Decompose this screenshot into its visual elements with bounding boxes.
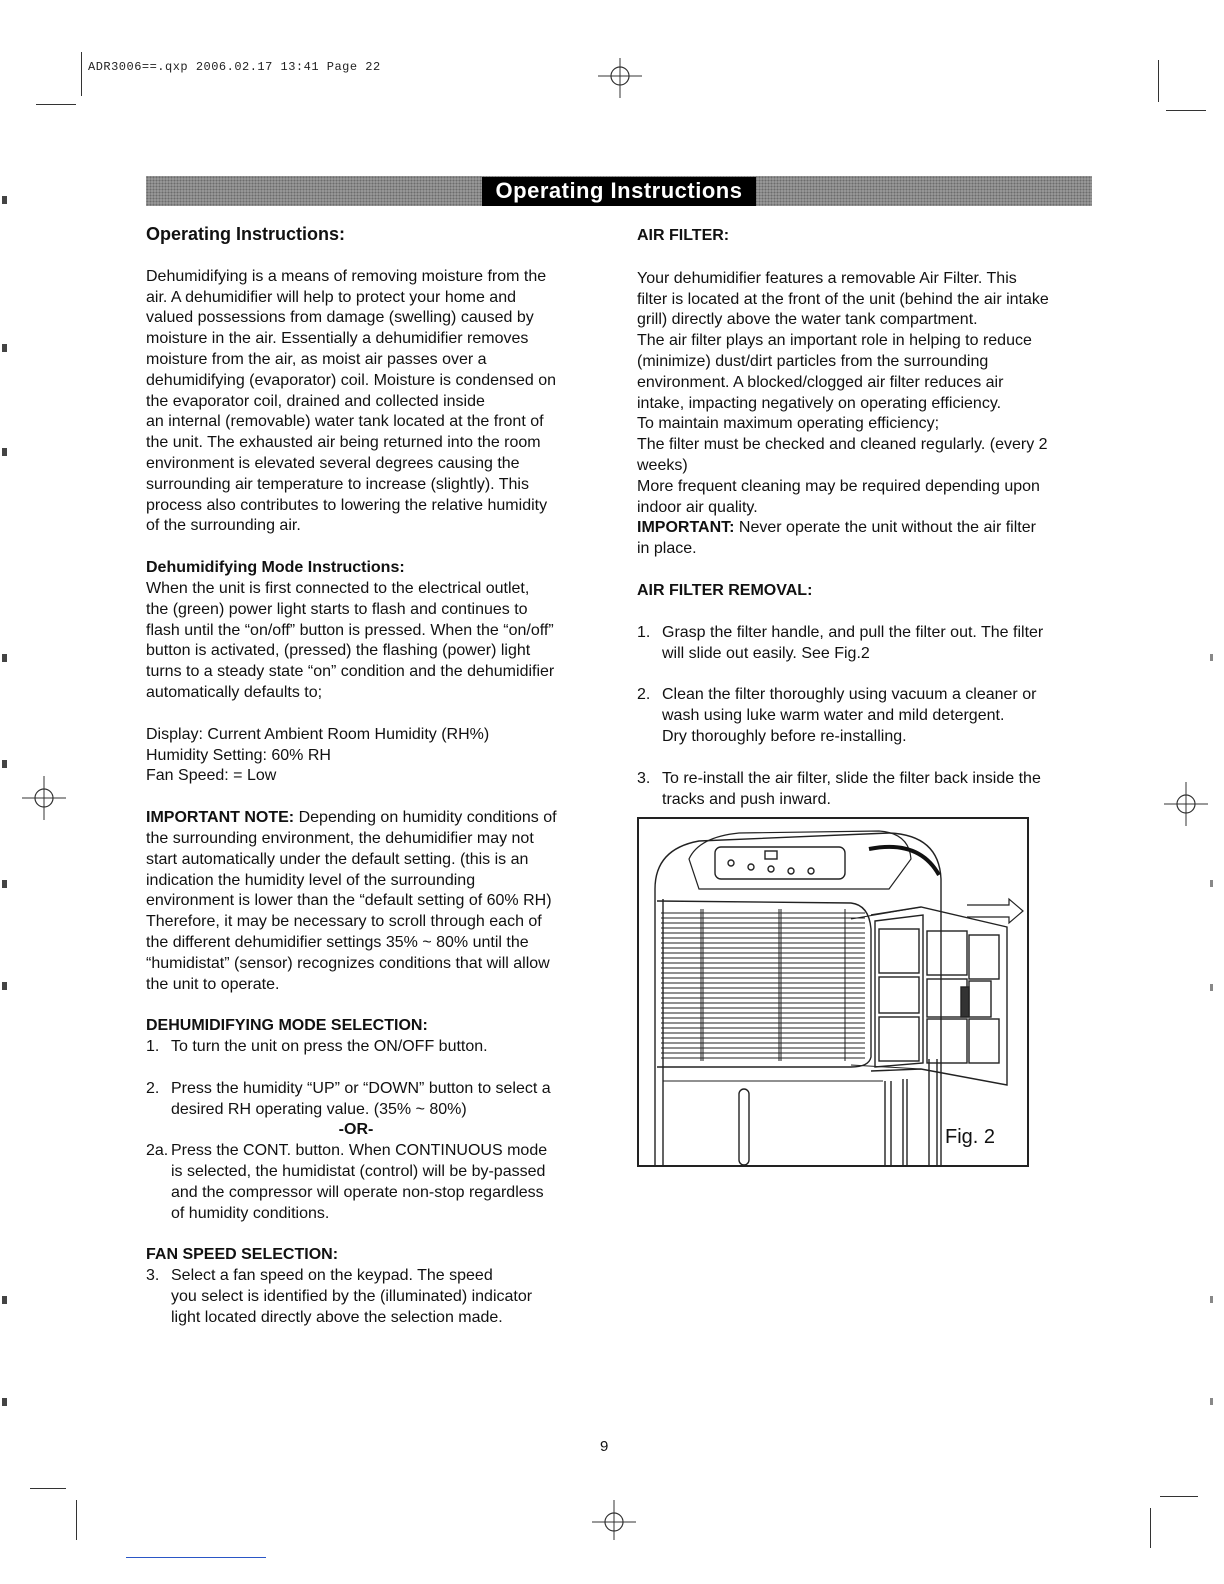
text-line: indication the humidity level of the surrounding: [146, 871, 476, 889]
step-2a: [146, 1141, 606, 1224]
scan-edge-mark: [2, 982, 7, 990]
air-filter-heading: AIR FILTER:: [637, 227, 730, 244]
text-line: light located directly above the selection made.: [171, 1308, 503, 1326]
step-text: [171, 1141, 606, 1224]
registration-mark-icon: [592, 1500, 636, 1544]
crop-mark: [76, 1500, 77, 1540]
scan-edge-mark: [1210, 1398, 1213, 1405]
page-number: 9: [600, 1438, 609, 1455]
text-line: The air filter plays an important role in helping to reduce: [637, 332, 1032, 350]
text-line: wash using luke warm water and mild detergent.: [662, 707, 1005, 725]
default-display: Display: Current Ambient Room Humidity (RH%): [146, 725, 490, 743]
text-line: in place.: [637, 540, 697, 558]
step-1: [146, 1037, 606, 1058]
crop-mark: [1160, 1496, 1198, 1497]
note-text: Depending on humidity conditions of: [294, 809, 557, 827]
important-text: Never operate the unit without the air filter: [734, 519, 1036, 537]
text-line: tracks and push inward.: [662, 790, 831, 808]
registration-mark-icon: [598, 54, 642, 98]
section-banner: [146, 176, 1092, 206]
or-separator: -OR-: [338, 1121, 374, 1139]
default-fan-speed: Fan Speed: = Low: [146, 767, 277, 785]
text-line: Select a fan speed on the keypad. The speed: [171, 1267, 493, 1285]
text-line: desired RH operating value. (35% ~ 80%): [171, 1100, 467, 1118]
text-line: Your dehumidifier features a removable Air Filter. This: [637, 269, 1017, 287]
scan-edge-mark: [2, 1296, 7, 1304]
step-text: [171, 1079, 606, 1121]
intro-paragraph: [146, 267, 606, 537]
text-line: To re-install the air filter, slide the filter back inside the: [662, 769, 1041, 787]
text-line: the unit to operate.: [146, 975, 280, 993]
important-label: IMPORTANT:: [637, 519, 735, 537]
text-line: will slide out easily. See Fig.2: [662, 644, 870, 662]
printer-slug: ADR3006==.qxp 2006.02.17 13:41 Page 22: [88, 60, 381, 74]
text-line: The filter must be checked and cleaned regularly. (every 2: [637, 436, 1048, 454]
step-number: 3.: [146, 1267, 160, 1285]
fan-speed-heading: FAN SPEED SELECTION:: [146, 1246, 339, 1264]
scan-edge-mark: [1210, 880, 1213, 887]
text-line: [146, 808, 606, 829]
text-line: (minimize) dust/dirt particles from the surrounding: [637, 352, 989, 370]
mode-paragraph: [146, 579, 606, 704]
step-3: [146, 1266, 606, 1328]
text-line: automatically defaults to;: [146, 683, 323, 701]
step-text: [662, 685, 1107, 747]
step-number: 1.: [146, 1038, 160, 1056]
step-text: [662, 769, 1107, 811]
text-line: and the compressor will operate non-stop regardless: [171, 1183, 544, 1201]
default-humidity: Humidity Setting: 60% RH: [146, 746, 331, 764]
scan-edge-mark: [1210, 1296, 1213, 1303]
registration-mark-icon: [22, 776, 66, 820]
crop-mark: [1166, 110, 1206, 111]
step-number: 2.: [146, 1079, 160, 1097]
text-line: dehumidifying (evaporator) coil. Moisture is condensed on: [146, 371, 556, 389]
text-line: [637, 518, 1107, 539]
air-filter-paragraph: [637, 269, 1107, 560]
removal-step-1: [637, 623, 1107, 665]
step-number: 2a.: [146, 1142, 169, 1160]
filter-removal-heading: AIR FILTER REMOVAL:: [637, 581, 813, 599]
text-line: indoor air quality.: [637, 498, 758, 516]
removal-step-3: [637, 769, 1107, 811]
crop-mark: [1150, 1508, 1151, 1548]
scan-edge-mark: [2, 1398, 7, 1406]
text-line: Grasp the filter handle, and pull the filter out. The filter: [662, 623, 1044, 641]
text-line: start automatically under the default setting. (this is an: [146, 850, 529, 868]
text-line: turns to a steady state “on” condition and the dehumidifier: [146, 663, 555, 681]
text-line: flash until the “on/off” button is pressed. When the “on/off”: [146, 621, 554, 639]
left-heading: Operating Instructions:: [146, 224, 346, 244]
figure-label: Fig. 2: [945, 1126, 996, 1148]
text-line: the surrounding environment, the dehumidifier may not: [146, 829, 534, 847]
figure-2: [637, 817, 1029, 1167]
text-line: air. A dehumidifier will help to protect your home and: [146, 288, 516, 306]
text-line: an internal (removable) water tank located at the front of: [146, 413, 544, 431]
default-settings: [146, 725, 606, 787]
right-column: [637, 226, 1107, 810]
text-line: When the unit is first connected to the electrical outlet,: [146, 579, 530, 597]
crop-mark: [30, 1488, 66, 1489]
text-line: To maintain maximum operating efficiency;: [637, 415, 940, 433]
scan-edge-mark: [2, 880, 7, 888]
mode-selection-heading: DEHUMIDIFYING MODE SELECTION:: [146, 1017, 428, 1035]
step-2: [146, 1079, 606, 1121]
scan-edge-mark: [2, 448, 7, 456]
removal-step-2: [637, 685, 1107, 747]
registration-mark-icon: [1164, 782, 1208, 826]
text-line: Dehumidifying is a means of removing moisture from the: [146, 267, 547, 285]
scan-edge-mark: [1210, 984, 1213, 991]
text-line: intake, impacting negatively on operating efficiency.: [637, 394, 1002, 412]
text-line: filter is located at the front of the unit (behind the air intake: [637, 290, 1049, 308]
text-line: the evaporator coil, drained and collected inside: [146, 392, 485, 410]
dehumidifier-filter-illustration: [639, 819, 1027, 1165]
step-text: To turn the unit on press the ON/OFF button.: [171, 1038, 488, 1056]
step-number: 3.: [637, 769, 651, 787]
left-column: [146, 224, 606, 1329]
text-line: of humidity conditions.: [171, 1204, 330, 1222]
scan-edge-mark: [2, 196, 7, 204]
mode-instructions-heading: Dehumidifying Mode Instructions:: [146, 559, 405, 577]
text-line: Dry thoroughly before re-installing.: [662, 727, 907, 745]
text-line: environment. A blocked/clogged air filter reduces air: [637, 373, 1004, 391]
crop-mark: [81, 52, 82, 96]
text-line: the unit. The exhausted air being returned into the room: [146, 434, 541, 452]
footer-rule: [126, 1557, 266, 1558]
step-number: 1.: [637, 623, 651, 641]
text-line: the (green) power light starts to flash and continues to: [146, 600, 528, 618]
step-text: [662, 623, 1107, 665]
crop-mark: [36, 104, 76, 105]
text-line: moisture in the air. Essentially a dehumidifier removes: [146, 330, 529, 348]
text-line: weeks): [637, 456, 688, 474]
text-line: process also contributes to lowering the relative humidity: [146, 496, 548, 514]
text-line: environment is elevated several degrees causing the: [146, 454, 520, 472]
text-line: Clean the filter thoroughly using vacuum a cleaner or: [662, 686, 1037, 704]
scan-edge-mark: [2, 760, 7, 768]
text-line: of the surrounding air.: [146, 517, 301, 535]
text-line: Therefore, it may be necessary to scroll through each of: [146, 913, 542, 931]
text-line: “humidistat” (sensor) recognizes conditions that will allow: [146, 954, 550, 972]
step-number: 2.: [637, 686, 651, 704]
text-line: grill) directly above the water tank compartment.: [637, 311, 978, 329]
text-line: Press the humidity “UP” or “DOWN” button to select a: [171, 1079, 551, 1097]
scan-edge-mark: [1210, 654, 1213, 661]
crop-mark: [1158, 60, 1159, 102]
text-line: the different dehumidifier settings 35% ~ 80% until the: [146, 933, 529, 951]
text-line: environment is lower than the “default setting of 60% RH): [146, 892, 552, 910]
text-line: surrounding air temperature to increase (slightly). This: [146, 475, 529, 493]
scan-edge-mark: [2, 654, 7, 662]
important-note: [146, 808, 606, 995]
text-line: is selected, the humidistat (control) will be by-passed: [171, 1163, 546, 1181]
text-line: you select is identified by the (illuminated) indicator: [171, 1288, 533, 1306]
text-line: moisture from the air, as moist air passes over a: [146, 350, 487, 368]
important-note-label: IMPORTANT NOTE:: [146, 809, 295, 827]
text-line: valued possessions from damage (swelling) caused by: [146, 309, 534, 327]
text-line: button is activated, (pressed) the flashing (power) light: [146, 642, 531, 660]
scan-edge-mark: [2, 344, 7, 352]
step-text: [171, 1266, 606, 1328]
banner-title: Operating Instructions: [482, 177, 757, 206]
text-line: More frequent cleaning may be required depending upon: [637, 477, 1040, 495]
text-line: Press the CONT. button. When CONTINUOUS mode: [171, 1142, 548, 1160]
